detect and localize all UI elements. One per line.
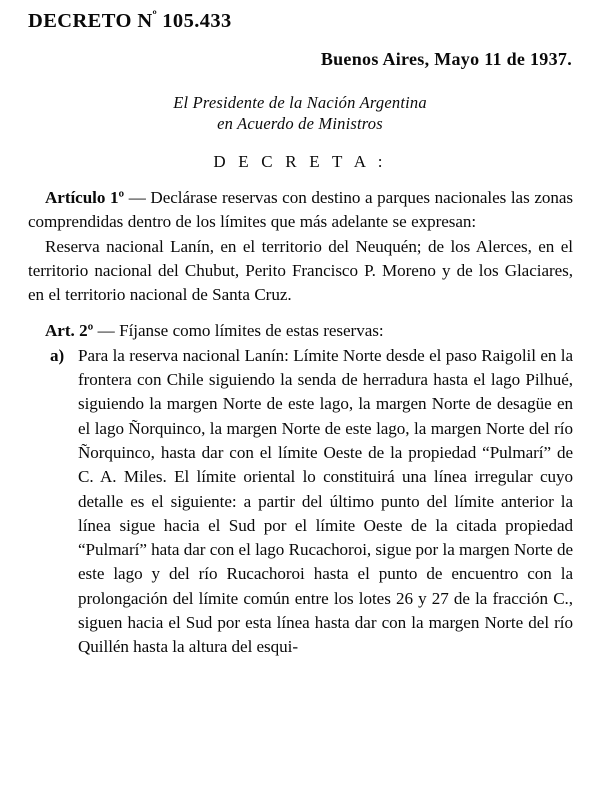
article-1-label: Artículo 1º bbox=[45, 188, 125, 207]
article-2-dash: — bbox=[93, 321, 120, 341]
article-1-paragraph bbox=[28, 186, 573, 235]
article-1-dash: — bbox=[124, 188, 151, 207]
place-and-date: Buenos Aires, Mayo 11 de 1937. bbox=[320, 49, 572, 69]
list-item-text: Para la reserva nacional Lanín: Límite Norte desde el paso Raigolil en la frontera con Chile siguiendo la senda de herradura hasta el lago Pilhué, siguiendo la margen Norte de este lago, la margen Norte de desagüe en el lago Ñorquinco, la margen Norte de este lago, la margen Norte del río Ñorquinco, hasta dar con el límite Oeste de la propiedad “Pulmarí” de C. A. Miles. El límite oriental lo constituirá una línea irregular cuyo detalle es el siguiente: a partir del último punto del límite anterior la línea sigue hacia el Sud por el límite Oeste de la citada propiedad “Pulmarí” hata dar con el lago Rucachoroi, sigue por la margen Norte de este lago y del río Rucachoroi hasta el punto de encuentro con la prolongación del límite común entre los lotes 26 y 27 de la fracción C., siguen hacia el Sud por esta línea hasta dar con la margen Norte del río Quillén hasta la altura del esqui- bbox=[78, 345, 573, 657]
decreta-heading: D E C R E T A : bbox=[213, 152, 387, 171]
decree-title bbox=[28, 8, 232, 33]
document-body bbox=[28, 186, 573, 660]
list-item-marker: a) bbox=[50, 345, 65, 365]
article-spacer bbox=[28, 307, 573, 319]
subtitle-line-1: El Presidente de la Nación Argentina bbox=[173, 93, 427, 112]
decree-title-number: 105.433 bbox=[156, 9, 232, 32]
article-2-paragraph bbox=[28, 319, 573, 343]
decree-title-prefix: DECRETO N bbox=[28, 9, 153, 32]
article-2-label: Art. 2º bbox=[45, 321, 94, 341]
paragraph-reservas: Reserva nacional Lanín, en el territorio del Neuquén; de los Alerces, en el territorio nacional del Chubut, Perito Francisco P. Moreno y de los Glaciares, en el territorio nacional de Santa Cruz. bbox=[28, 236, 573, 305]
list-item bbox=[28, 344, 573, 660]
subtitle-line-2: en Acuerdo de Ministros bbox=[217, 114, 383, 133]
article-1-text: Declárase reservas con destino a parques nacionales las zonas comprendidas dentro de los límites que más adelante se expresan: bbox=[28, 188, 573, 232]
subtitle-block bbox=[0, 92, 600, 134]
article-2-text: Fíjanse como límites de estas reservas: bbox=[119, 321, 384, 341]
decree-title-ordinal: º bbox=[152, 8, 157, 22]
